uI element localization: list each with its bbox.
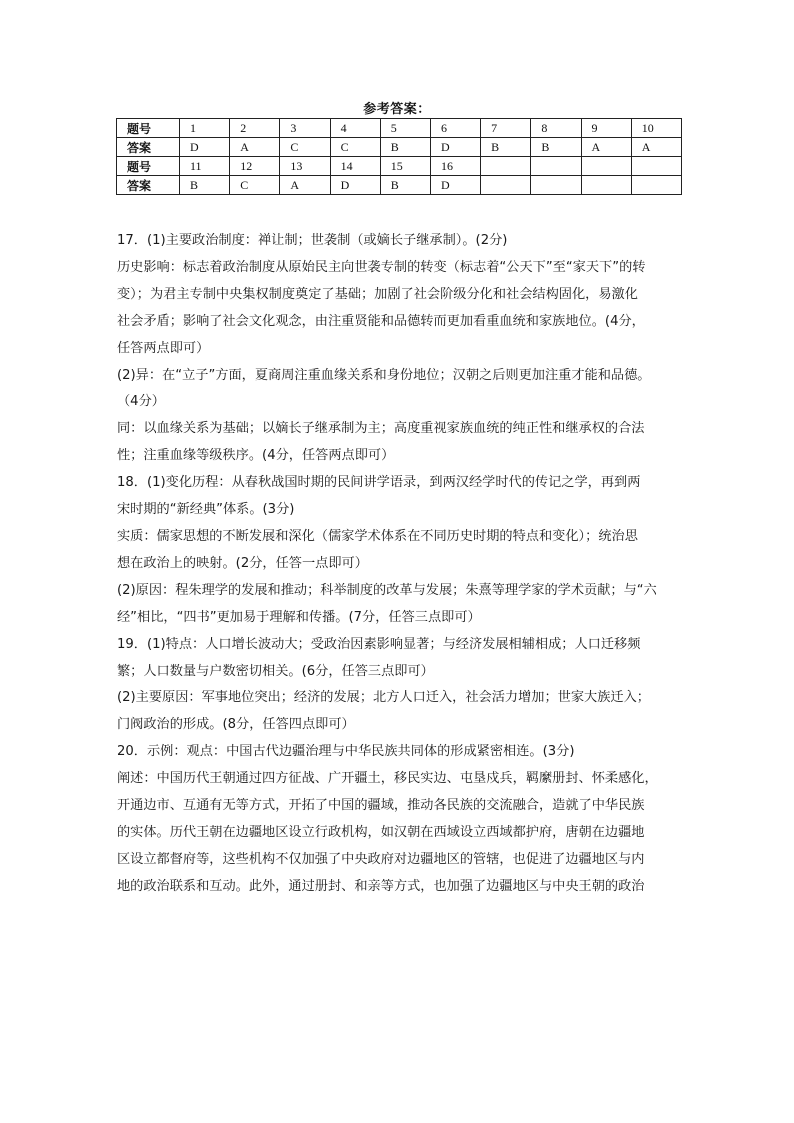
answer-cell: A: [631, 138, 681, 157]
text-line: 性；注重血缘等级秩序。(4分，任答两点即可）: [117, 448, 395, 464]
question-number-cell: [481, 157, 531, 176]
question-number-cell: 8: [531, 119, 581, 138]
text-line: 同：以血缘关系为基础；以嫡长子继承制为主；高度重视家族血统的纯正性和继承权的合法: [117, 421, 645, 437]
question-number-cell: 5: [380, 119, 430, 138]
answer-cell: A: [581, 138, 631, 157]
question-number-cell: 15: [380, 157, 430, 176]
text-line: (2)异：在“立子”方面，夏商周注重血缘关系和身份地位；汉朝之后则更加注重才能和品德。: [117, 367, 651, 383]
answer-row: [117, 176, 682, 195]
answer-row: [117, 138, 682, 157]
text-line: 任答两点即可）: [117, 340, 210, 356]
text-line: 18．(1)变化历程：从春秋战国时期的民间讲学语录，到两汉经学时代的传记之学，再到两: [117, 475, 641, 491]
text-line: 经”相比，“四书”更加易于理解和传播。(7分，任答三点即可）: [117, 609, 481, 625]
answer-cell: B: [380, 138, 430, 157]
question-number-header: 题号: [117, 119, 180, 138]
answer-table-body: [117, 119, 682, 195]
text-line: 19．(1)特点：人口增长波动大；受政治因素影响显著；与经济发展相辅相成；人口迁移频: [117, 636, 641, 652]
text-line: 地的政治联系和互动。此外，通过册封、和亲等方式，也加强了边疆地区与中央王朝的政治: [117, 878, 645, 894]
question-number-cell: 14: [330, 157, 380, 176]
question-number-cell: 3: [280, 119, 330, 138]
question-number-row: [117, 119, 682, 138]
question-number-cell: [581, 157, 631, 176]
text-line: (2)原因：程朱理学的发展和推动；科举制度的改革与发展；朱熹等理学家的学术贡献；与“六: [117, 582, 657, 598]
answer-header: 答案: [117, 138, 180, 157]
text-line: 区设立都督府等，这些机构不仅加强了中央政府对边疆地区的管辖，也促进了边疆地区与内: [117, 851, 645, 867]
answer-cell: [481, 176, 531, 195]
question-number-cell: 7: [481, 119, 531, 138]
text-line: (2)主要原因：军事地位突出；经济的发展；北方人口迁入，社会活力增加；世家大族迁入；: [117, 690, 650, 706]
answer-cell: C: [280, 138, 330, 157]
answer-cell: A: [280, 176, 330, 195]
text-line: 阐述：中国历代王朝通过四方征战、广开疆土，移民实边、屯垦戍兵，羁縻册封、怀柔感化，: [117, 771, 658, 787]
answer-explanations: [117, 228, 683, 901]
text-line: 的实体。历代王朝在边疆地区设立行政机构，如汉朝在西域设立西域都护府，唐朝在边疆地: [117, 824, 645, 840]
question-number-cell: 13: [280, 157, 330, 176]
question-number-cell: 12: [230, 157, 280, 176]
answer-cell: A: [230, 138, 280, 157]
question-number-cell: 1: [180, 119, 230, 138]
answer-cell: B: [180, 176, 230, 195]
answer-cell: [581, 176, 631, 195]
question-number-cell: 10: [631, 119, 681, 138]
text-line: 社会矛盾；影响了社会文化观念，由注重贤能和品德转而更加看重血统和家族地位。(4分，: [117, 313, 645, 329]
answer-header: 答案: [117, 176, 180, 195]
text-line: 想在政治上的映射。(2分，任答一点即可）: [117, 555, 368, 571]
question-number-cell: 11: [180, 157, 230, 176]
question-number-row: [117, 157, 682, 176]
question-number-cell: 16: [430, 157, 480, 176]
text-line: 宋时期的“新经典”体系。(3分): [117, 502, 295, 518]
answer-cell: C: [330, 138, 380, 157]
answer-table: [116, 118, 682, 195]
question-number-cell: 2: [230, 119, 280, 138]
question-number-cell: [531, 157, 581, 176]
question-number-cell: [631, 157, 681, 176]
text-line: 开通边市、互通有无等方式，开拓了中国的疆域，推动各民族的交流融合，造就了中华民族: [117, 798, 645, 814]
answer-cell: D: [430, 176, 480, 195]
answer-cell: B: [481, 138, 531, 157]
question-number-cell: 6: [430, 119, 480, 138]
text-line: 变）；为君主专制中央集权制度奠定了基础；加剧了社会阶级分化和社会结构固化，易激化: [117, 286, 638, 302]
page-title: 参考答案：: [363, 102, 431, 117]
answer-cell: B: [380, 176, 430, 195]
text-line: （4分）: [117, 394, 165, 410]
answer-cell: [531, 176, 581, 195]
answer-cell: D: [330, 176, 380, 195]
text-line: 17．(1)主要政治制度：禅让制；世袭制（或嫡长子继承制）。(2分): [117, 233, 508, 248]
text-line: 20．示例：观点：中国古代边疆治理与中华民族共同体的形成紧密相连。(3分): [117, 744, 575, 760]
answer-cell: D: [430, 138, 480, 157]
text-line: 实质：儒家思想的不断发展和深化（儒家学术体系在不同历史时期的特点和变化）；统治思: [117, 528, 638, 544]
question-number-cell: 9: [581, 119, 631, 138]
text-line: 历史影响：标志着政治制度从原始民主向世袭专制的转变（标志着“公天下”至“家天下”的转: [117, 259, 646, 275]
question-number-cell: 4: [330, 119, 380, 138]
answer-cell: B: [531, 138, 581, 157]
answer-cell: D: [180, 138, 230, 157]
answer-cell: [631, 176, 681, 195]
answer-cell: C: [230, 176, 280, 195]
text-line: 繁；人口数量与户数密切相关。(6分，任答三点即可）: [117, 663, 434, 679]
text-line: 门阀政治的形成。(8分，任答四点即可）: [117, 717, 355, 733]
question-number-header: 题号: [117, 157, 180, 176]
